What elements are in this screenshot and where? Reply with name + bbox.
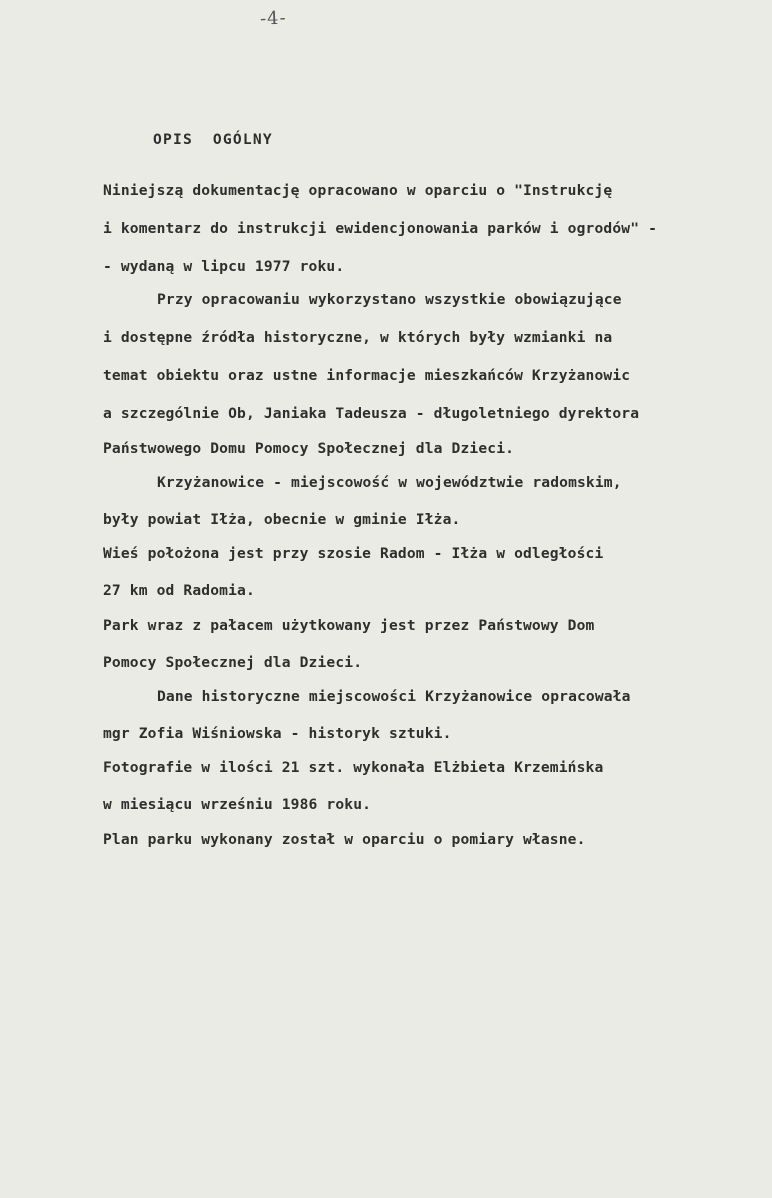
text-line: temat obiektu oraz ustne informacje mieszkańców Krzyżanowic: [103, 367, 631, 384]
section-heading: OPIS OGÓLNY: [153, 131, 273, 148]
text-line: 27 km od Radomia.: [103, 582, 255, 599]
text-line: Krzyżanowice - miejscowość w województwie radomskim,: [157, 474, 622, 491]
text-line: Plan parku wykonany został w oparciu o pomiary własne.: [103, 831, 586, 848]
text-line: a szczególnie Ob, Janiaka Tadeusza - długoletniego dyrektora: [103, 405, 640, 422]
text-line: Fotografie w ilości 21 szt. wykonała Elżbieta Krzemińska: [103, 759, 604, 776]
text-line: i komentarz do instrukcji ewidencjonowania parków i ogrodów" -: [103, 220, 658, 237]
text-line: były powiat Iłża, obecnie w gminie Iłża.: [103, 511, 461, 528]
text-line: Przy opracowaniu wykorzystano wszystkie obowiązujące: [157, 291, 622, 308]
text-line: Pomocy Społecznej dla Dzieci.: [103, 654, 363, 671]
text-line: w miesiącu wrześniu 1986 roku.: [103, 796, 372, 813]
text-line: - wydaną w lipcu 1977 roku.: [103, 258, 345, 275]
page-number: -4-: [259, 7, 287, 30]
text-line: Dane historyczne miejscowości Krzyżanowice opracowała: [157, 688, 631, 705]
text-line: mgr Zofia Wiśniowska - historyk sztuki.: [103, 725, 452, 742]
text-line: Państwowego Domu Pomocy Społecznej dla Dzieci.: [103, 440, 515, 457]
text-line: Wieś położona jest przy szosie Radom - Iłża w odległości: [103, 545, 604, 562]
text-line: Niniejszą dokumentację opracowano w oparciu o "Instrukcję: [103, 182, 613, 199]
text-line: i dostępne źródła historyczne, w których były wzmianki na: [103, 329, 613, 346]
text-line: Park wraz z pałacem użytkowany jest przez Państwowy Dom: [103, 617, 595, 634]
